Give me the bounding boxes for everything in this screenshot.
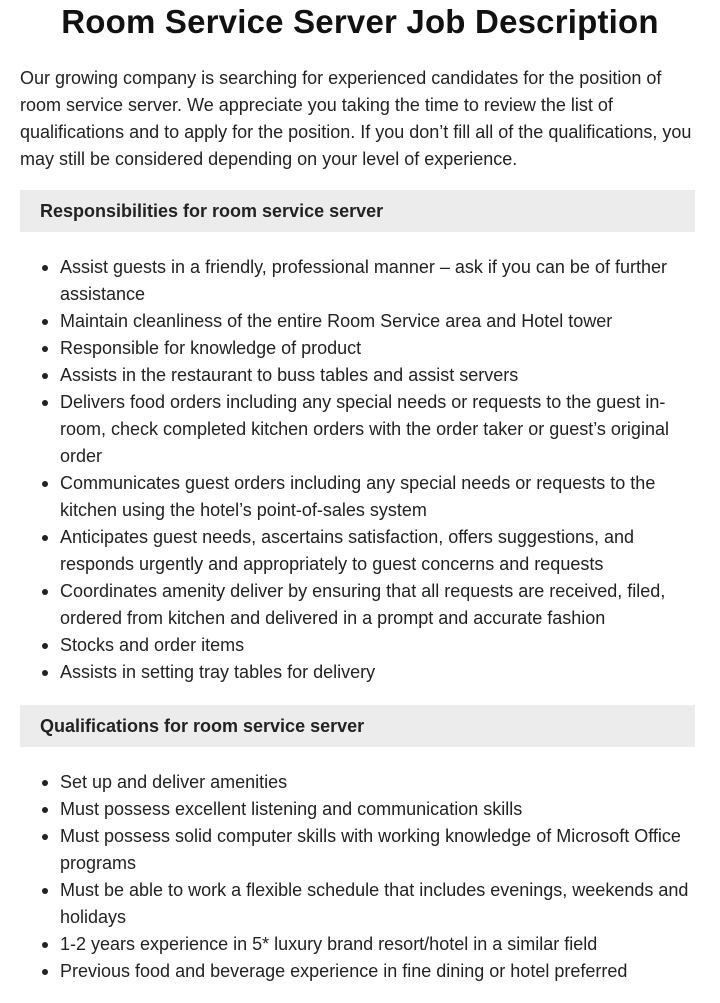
list-item-text: Assists in the restaurant to buss tables and assist servers	[60, 365, 519, 385]
list-item-text: 1-2 years experience in 5* luxury brand resort/hotel in a similar field	[60, 934, 598, 954]
list-item-text: Assists in setting tray tables for delivery	[60, 662, 376, 682]
responsibilities-list	[20, 254, 700, 686]
bullet-icon	[42, 807, 48, 813]
bullet-icon	[42, 535, 48, 541]
list-item	[20, 254, 700, 308]
list-item-text: Coordinates amenity deliver by ensuring that all requests are received, filed, ordered from kitchen and delivered in a prompt and accurate fashion	[60, 581, 666, 628]
list-item	[20, 389, 700, 470]
list-item-text: Stocks and order items	[60, 635, 245, 655]
list-item-text: Must possess excellent listening and communication skills	[60, 799, 523, 819]
list-item-text: Maintain cleanliness of the entire Room Service area and Hotel tower	[60, 311, 613, 331]
list-item	[20, 578, 700, 632]
qualifications-heading: Qualifications for room service server	[20, 705, 695, 747]
intro-paragraph: Our growing company is searching for experienced candidates for the position of room service server. We appreciate you taking the time to review the list of qualifications and to apply for the position. If you don’t fill all of the qualifications, you may still be considered depending on your level of experience.	[20, 68, 692, 169]
bullet-icon	[42, 400, 48, 406]
bullet-icon	[42, 265, 48, 271]
bullet-icon	[42, 643, 48, 649]
list-item	[20, 659, 700, 686]
list-item-text: Delivers food orders including any special needs or requests to the guest in-room, check completed kitchen orders with the order taker or guest’s original order	[60, 392, 669, 466]
list-item	[20, 796, 700, 823]
list-item-text: Previous food and beverage experience in fine dining or hotel preferred	[60, 961, 628, 981]
list-item	[20, 335, 700, 362]
bullet-icon	[42, 888, 48, 894]
list-item	[20, 769, 700, 796]
list-item	[20, 470, 700, 524]
list-item	[20, 931, 700, 958]
page-title: Room Service Server Job Description	[61, 3, 659, 40]
bullet-icon	[42, 589, 48, 595]
list-item-text: Anticipates guest needs, ascertains satisfaction, offers suggestions, and responds urgently and appropriately to guest concerns and requests	[60, 527, 635, 574]
list-item-text: Must be able to work a flexible schedule that includes evenings, weekends and holidays	[60, 880, 689, 927]
responsibilities-heading: Responsibilities for room service server	[20, 190, 695, 232]
bullet-icon	[42, 346, 48, 352]
bullet-icon	[42, 319, 48, 325]
list-item	[20, 524, 700, 578]
list-item	[20, 632, 700, 659]
list-item	[20, 877, 700, 931]
list-item	[20, 823, 700, 877]
bullet-icon	[42, 481, 48, 487]
bullet-icon	[42, 834, 48, 840]
bullet-icon	[42, 780, 48, 786]
bullet-icon	[42, 969, 48, 975]
list-item-text: Assist guests in a friendly, professional manner – ask if you can be of further assistance	[60, 257, 667, 304]
list-item-text: Must possess solid computer skills with working knowledge of Microsoft Office programs	[60, 826, 681, 873]
qualifications-list	[20, 769, 700, 985]
list-item	[20, 958, 700, 985]
list-item	[20, 308, 700, 335]
list-item	[20, 362, 700, 389]
bullet-icon	[42, 942, 48, 948]
bullet-icon	[42, 670, 48, 676]
list-item-text: Set up and deliver amenities	[60, 772, 288, 792]
bullet-icon	[42, 373, 48, 379]
list-item-text: Responsible for knowledge of product	[60, 338, 362, 358]
list-item-text: Communicates guest orders including any special needs or requests to the kitchen using the hotel’s point-of-sales system	[60, 473, 656, 520]
